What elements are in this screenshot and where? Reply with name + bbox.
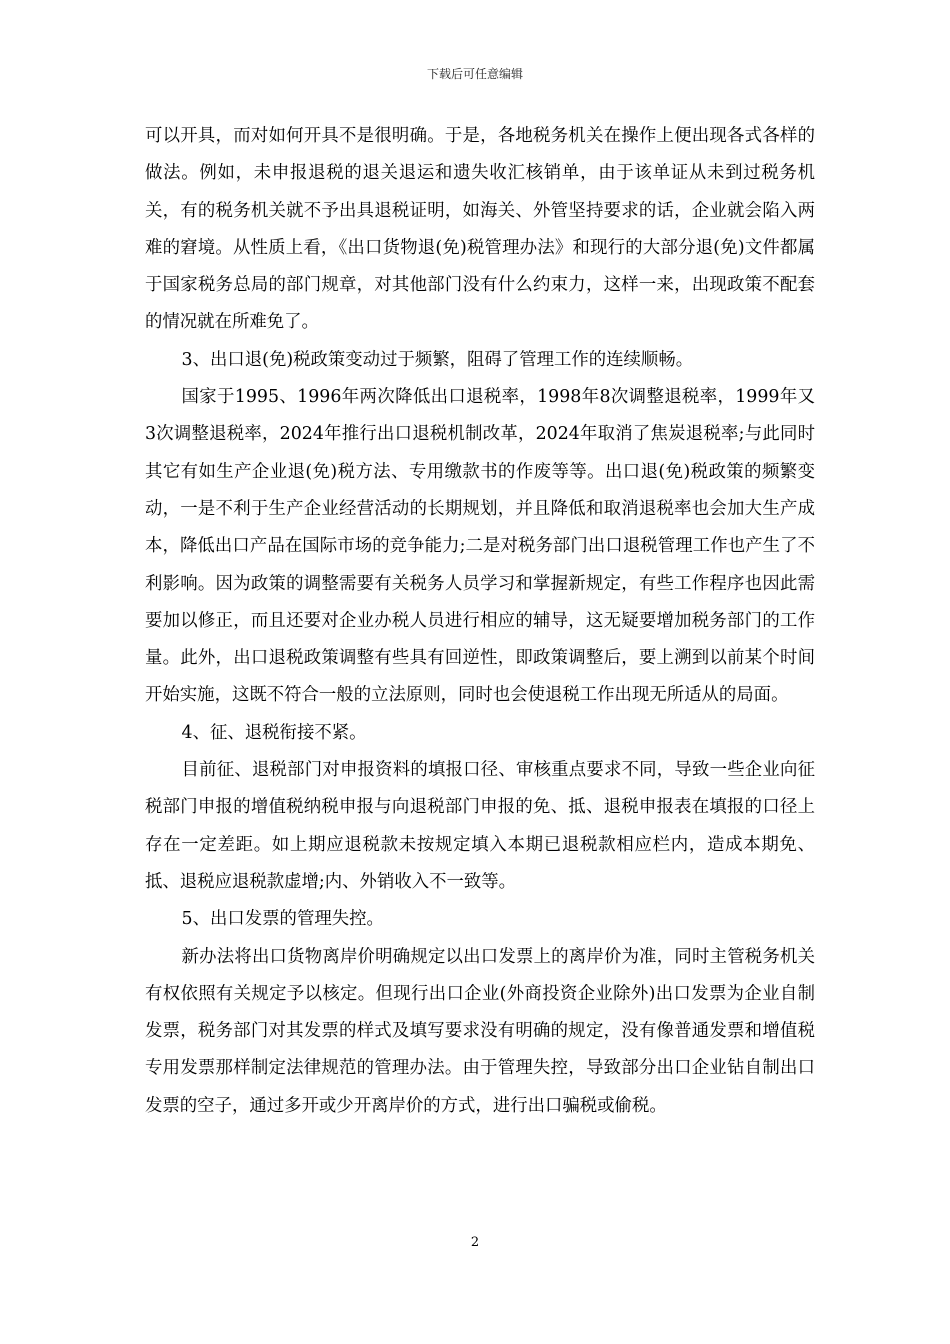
paragraph-7: 新办法将出口货物离岸价明确规定以出口发票上的离岸价为准，同时主管税务机关有权依照有关规定予以核定。但现行出口企业(外商投资企业除外)出口发票为企业自制发票，税务部门对其发票的样式及填写要求没有明确的规定，没有像普通发票和增值税专用发票那样制定法律规范的管理办法。由于管理失控，导致部分出口企业钻自制出口发票的空子，通过多开或少开离岸价的方式，进行出口骗税或偷税。 <box>145 946 815 1116</box>
paragraph-4-heading: 4、征、退税衔接不紧。 <box>181 722 367 743</box>
page-header: 下载后可任意编辑 <box>426 67 523 81</box>
paragraph-3: 国家于1995、1996年两次降低出口退税率，1998年8次调整退税率，1999年又3次调整退税率，2024年推行出口退税机制改革，2024年取消了焦炭退税率;与此同时其它有如生产企业退(免)税方法、专用缴款书的作废等等。出口退(免)税政策的频繁变动，一是不利于生产企业经营活动的长期规划，并且降低和取消退税率也会加大生产成本，降低出口产品在国际市场的竞争能力;二是对税务部门出口退税管理工作也产生了不利影响。因为政策的调整需要有关税务人员学习和掌握新规定，有些工作程序也因此需要加以修正，而且还要对企业办税人员进行相应的辅导，这无疑要增加税务部门的工作量。此外，出口退税政策调整有些具有回逆性，即政策调整后，要上溯到以前某个时间开始实施，这既不符合一般的立法原则，同时也会使退税工作出现无所适从的局面。 <box>145 387 815 706</box>
body-text <box>145 118 815 1125</box>
page-number: 2 <box>470 1235 480 1250</box>
paragraph-5: 目前征、退税部门对申报资料的填报口径、审核重点要求不同，导致一些企业向征税部门申报的增值税纳税申报与向退税部门申报的免、抵、退税申报表在填报的口径上存在一定差距。如上期应退税款未按规定填入本期已退税款相应栏内，造成本期免、抵、退税应退税款虚增;内、外销收入不一致等。 <box>145 760 815 892</box>
paragraph-1: 可以开具，而对如何开具不是很明确。于是，各地税务机关在操作上便出现各式各样的做法。例如，未申报退税的退关退运和遗失收汇核销单，由于该单证从未到过税务机关，有的税务机关就不予出具退税证明，如海关、外管坚持要求的话，企业就会陷入两难的窘境。从性质上看，《出口货物退(免)税管理办法》和现行的大部分退(免)文件都属于国家税务总局的部门规章，对其他部门没有什么约束力，这样一来，出现政策不配套的情况就在所难免了。 <box>145 126 815 333</box>
paragraph-2-heading: 3、出口退(免)税政策变动过于频繁，阻碍了管理工作的连续顺畅。 <box>181 349 694 370</box>
paragraph-6-heading: 5、出口发票的管理失控。 <box>181 909 384 930</box>
